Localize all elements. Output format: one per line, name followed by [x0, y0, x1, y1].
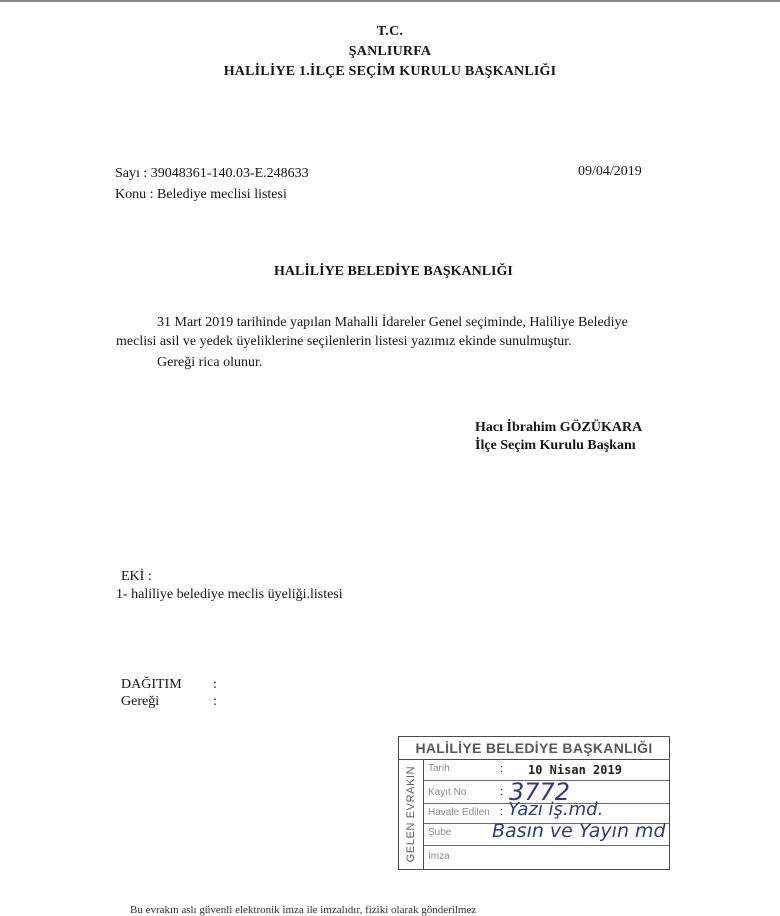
signatory-title: İlçe Seçim Kurulu Başkanı	[475, 438, 636, 453]
distribution-colon: :	[213, 677, 217, 692]
stamp-referred-value: Yazı iş.md.	[508, 799, 604, 820]
attachments-label: EKİ :	[121, 569, 152, 584]
header-city: ŞANLIURFA	[348, 44, 432, 59]
stamp-date-label: Tarih	[428, 763, 450, 774]
attachment-item: 1- haliliye belediye meclis üyeliği.listesi	[116, 587, 343, 602]
stamp-title: HALİLİYE BELEDİYE BAŞKANLIĞI	[399, 737, 669, 760]
stamp-branch-label: Şube	[428, 827, 452, 838]
recipient-heading: HALİLİYE BELEDİYE BAŞKANLIĞI	[274, 264, 513, 279]
distribution-item: Gereği	[121, 694, 160, 709]
body-line-2: meclisi asil ve yedek üyeliklerine seçilenlerin listesi yazımız ekinde sunulmuştur.	[116, 334, 572, 349]
scan-top-edge	[0, 0, 780, 2]
stamp-signature-label: İmza	[428, 851, 450, 862]
stamp-registration-label: Kayıt No	[428, 787, 467, 798]
stamp-row-date: Tarih : 10 Nisan 2019	[424, 759, 669, 781]
document-subject: Konu : Belediye meclisi listesi	[115, 187, 287, 202]
stamp-row-branch	[424, 820, 669, 846]
stamp-row-registration: Kayıt No : 3772	[424, 780, 669, 804]
incoming-document-stamp	[398, 736, 670, 870]
document-date: 09/04/2019	[578, 164, 642, 179]
distribution-item-colon: :	[213, 694, 217, 709]
signatory-name: Hacı İbrahim GÖZÜKARA	[475, 420, 643, 435]
body-line-1: 31 Mart 2019 tarihinde yapılan Mahalli İdareler Genel seçiminde, Haliliye Belediye	[157, 315, 628, 330]
stamp-side-label: GELEN EVRAKIN	[405, 765, 417, 863]
header-authority: HALİLİYE 1.İLÇE SEÇİM KURULU BAŞKANLIĞI	[223, 64, 557, 79]
stamp-referred-label: Havale Edilen	[428, 807, 490, 818]
stamp-side-panel	[399, 759, 424, 869]
body-line-3: Gereği rica olunur.	[157, 355, 263, 370]
stamp-branch-value: Basın ve Yayın md	[492, 820, 666, 842]
stamp-registration-value: 3772	[509, 778, 571, 806]
document-number: Sayı : 39048361-140.03-E.248633	[115, 166, 309, 181]
stamp-row-referred: Havale Edilen : Yazı iş.md.	[424, 803, 669, 824]
footer-note: Bu evrakın aslı güvenli elektronik imza ile imzalıdır, fiziki olarak gönderilmez	[130, 904, 477, 916]
header-country: T.C.	[376, 24, 404, 39]
distribution-label: DAĞITIM	[121, 677, 182, 692]
stamp-date-value: 10 Nisan 2019	[528, 763, 622, 777]
stamp-row-signature	[424, 845, 669, 869]
